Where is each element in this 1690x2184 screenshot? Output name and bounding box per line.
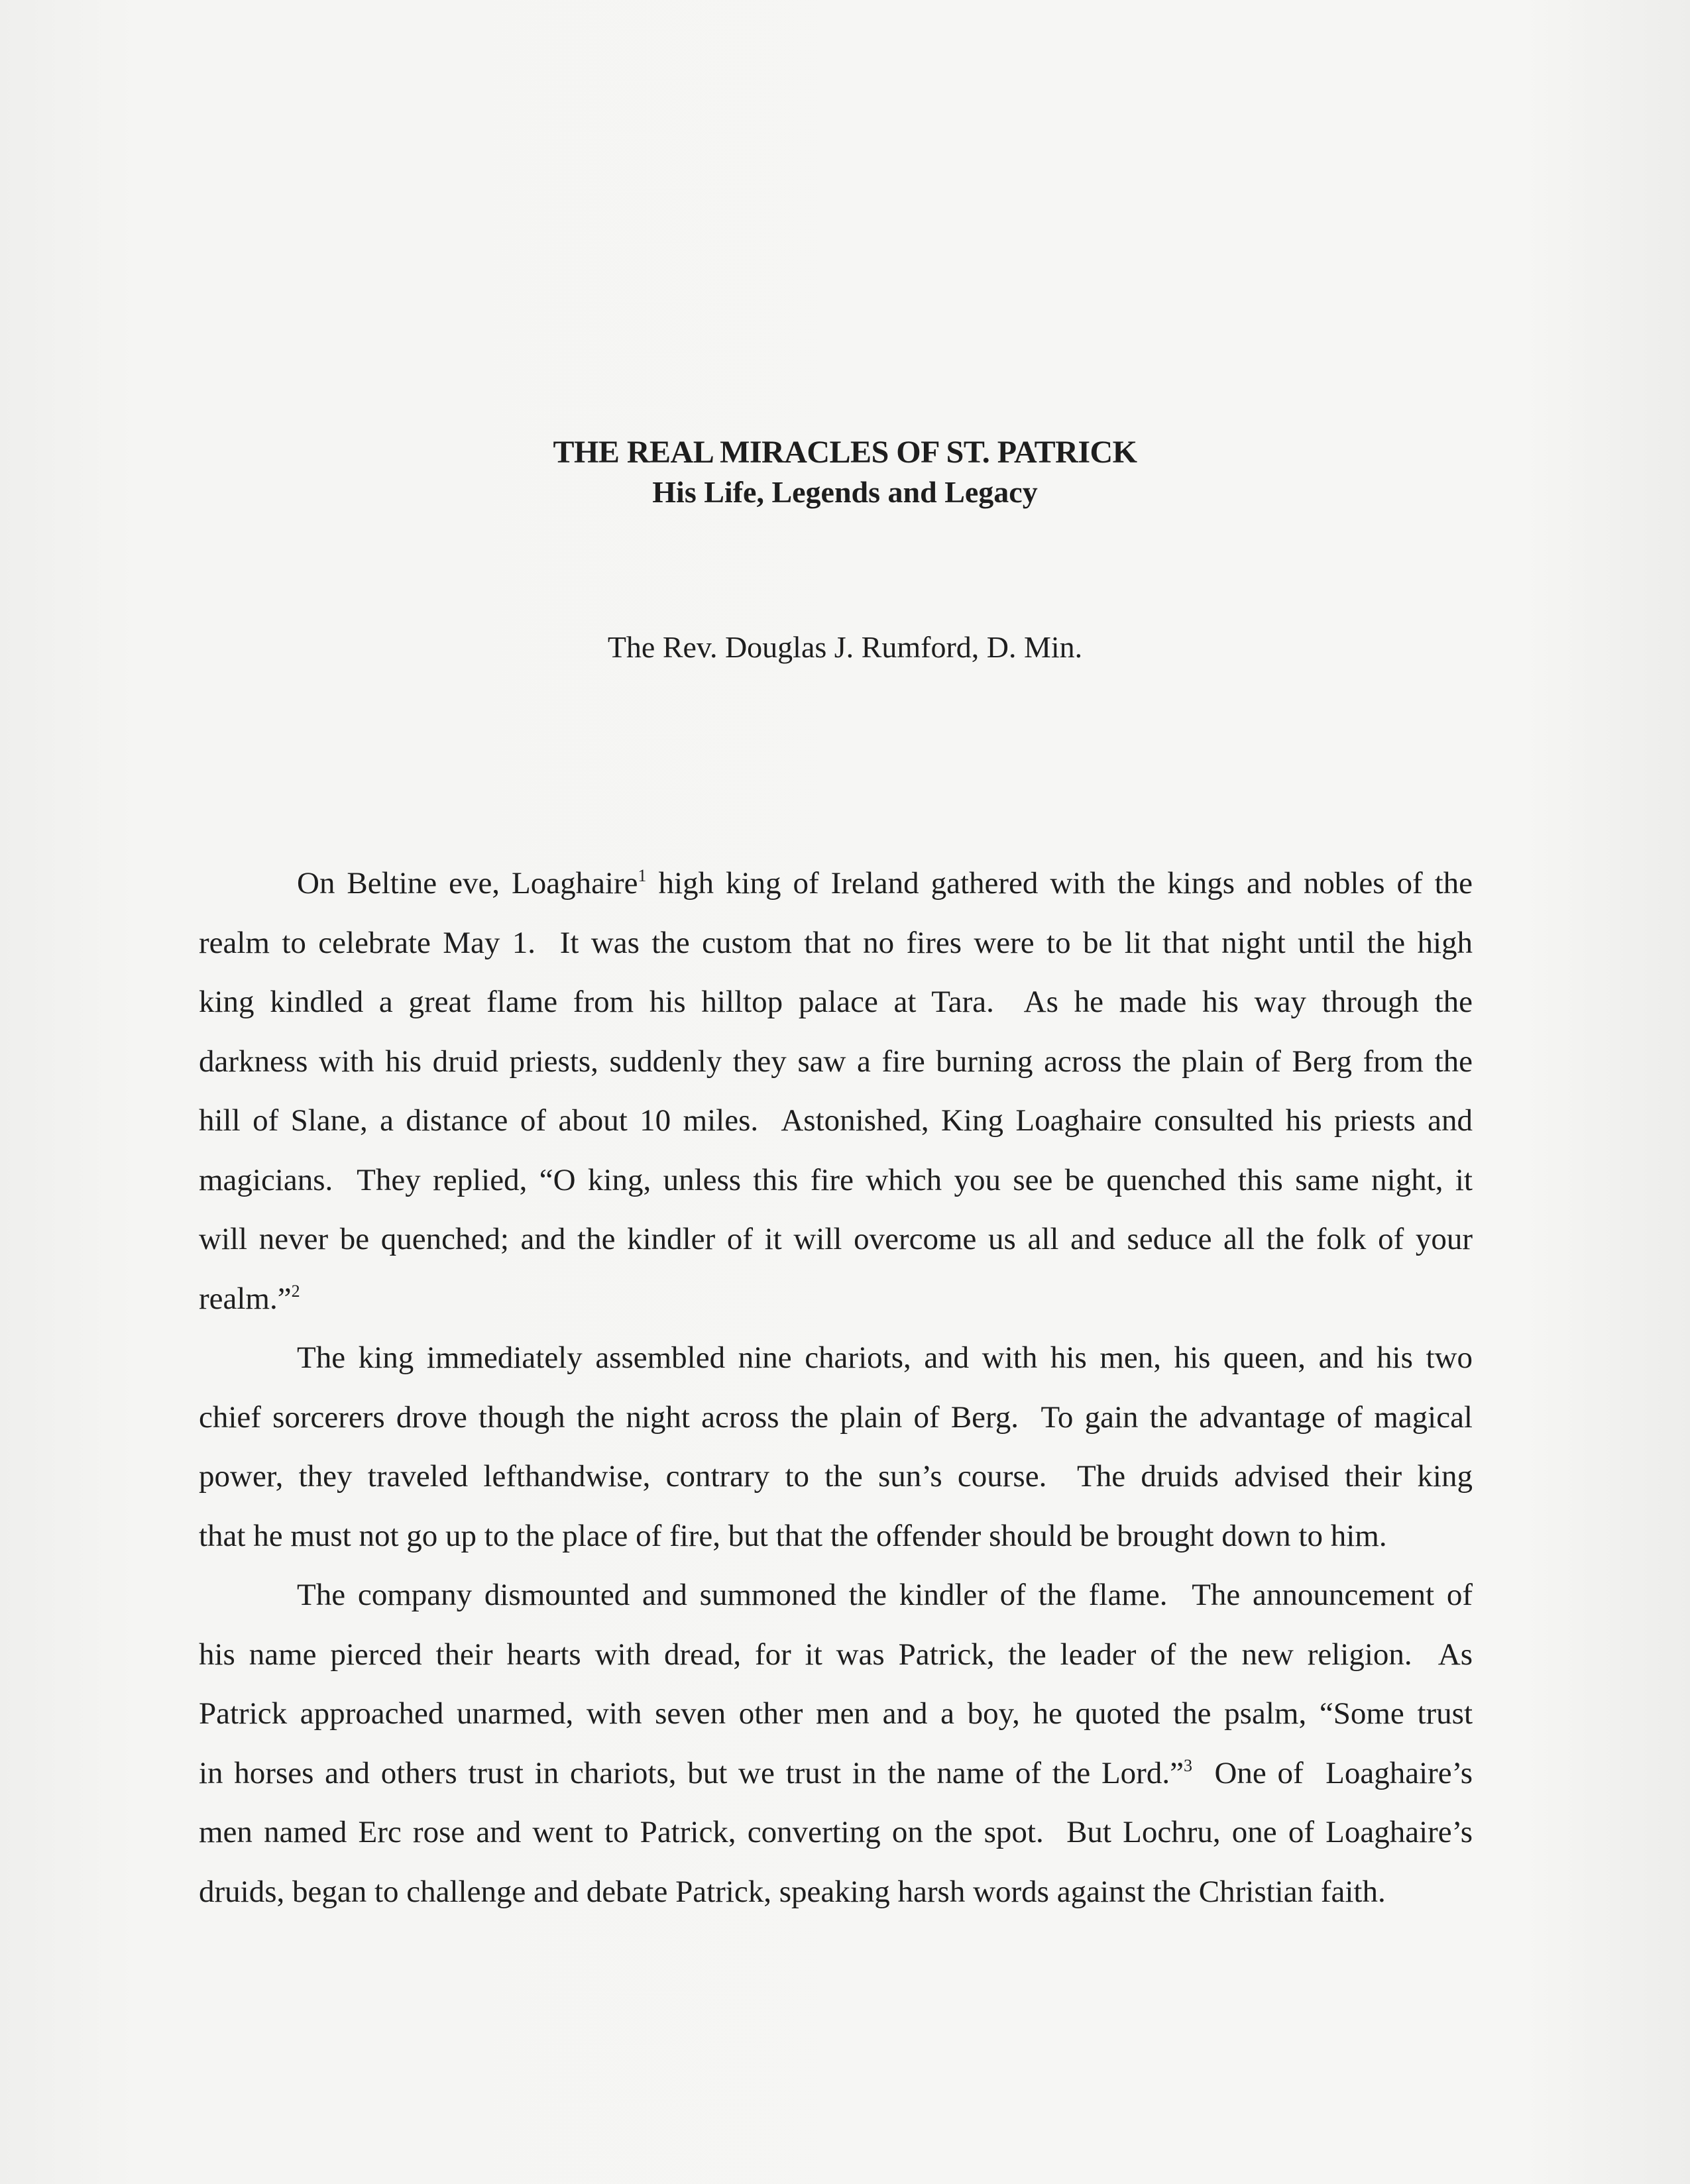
text-line: [199, 1219, 1473, 1279]
text-segment: magicians. They replied, “O king, unless this fire which you see be quenched this same night, it: [199, 1162, 1473, 1197]
text-segment: his name pierced their hearts with dread, for it was Patrick, the leader of the new religion. As: [199, 1637, 1473, 1672]
text-line: [199, 1694, 1473, 1753]
body-text: [199, 863, 1473, 1931]
text-line: [199, 1872, 1473, 1932]
text-line: [199, 1456, 1473, 1516]
text-line: [199, 923, 1473, 983]
text-segment: darkness with his druid priests, suddenly they saw a fire burning across the plain of Berg from the: [199, 1044, 1473, 1079]
footnote-marker: 1: [638, 866, 647, 885]
text-segment: druids, began to challenge and debate Patrick, speaking harsh words against the Christian faith.: [199, 1874, 1386, 1909]
text-line: [199, 1812, 1473, 1872]
footnote-marker: 2: [291, 1281, 300, 1301]
text-line: [199, 1279, 1473, 1338]
text-segment: that he must not go up to the place of fire, but that the offender should be brought down to him.: [199, 1518, 1387, 1553]
text-line: [199, 1338, 1473, 1397]
text-line: [199, 1101, 1473, 1160]
document-author: The Rev. Douglas J. Rumford, D. Min.: [607, 630, 1083, 664]
text-segment: will never be quenched; and the kindler of it will overcome us all and seduce all the folk of your: [199, 1222, 1473, 1256]
footnote-marker: 3: [1183, 1755, 1192, 1775]
text-line: [199, 1516, 1473, 1576]
text-segment: realm.”: [199, 1281, 292, 1316]
document-subtitle: His Life, Legends and Legacy: [652, 475, 1038, 509]
text-segment: high king of Ireland gathered with the kings and nobles of the: [646, 866, 1473, 901]
text-line: [199, 1575, 1473, 1635]
text-line: [199, 1160, 1473, 1220]
text-line: [199, 1397, 1473, 1457]
text-line: [199, 1753, 1473, 1813]
text-segment: hill of Slane, a distance of about 10 miles. Astonished, King Loaghaire consulted his priests and: [199, 1103, 1473, 1138]
text-line: [199, 982, 1473, 1042]
text-segment: realm to celebrate May 1. It was the custom that no fires were to be lit that night until the high: [199, 925, 1473, 960]
text-segment: Patrick approached unarmed, with seven other men and a boy, he quoted the psalm, “Some trust: [199, 1696, 1473, 1731]
document-title: THE REAL MIRACLES OF ST. PATRICK: [553, 435, 1137, 470]
text-segment: in horses and others trust in chariots, but we trust in the name of the Lord.”: [199, 1755, 1184, 1790]
text-line: [199, 1042, 1473, 1101]
text-segment: One of Loaghaire’s: [1192, 1755, 1473, 1790]
text-segment: king kindled a great flame from his hilltop palace at Tara. As he made his way through the: [199, 985, 1473, 1019]
text-line: [199, 1635, 1473, 1694]
text-segment: The company dismounted and summoned the kindler of the flame. The announcement of: [297, 1578, 1473, 1612]
text-segment: power, they traveled lefthandwise, contrary to the sun’s course. The druids advised their king: [199, 1459, 1473, 1494]
text-segment: chief sorcerers drove though the night across the plain of Berg. To gain the advantage of magical: [199, 1399, 1473, 1435]
text-segment: The king immediately assembled nine chariots, and with his men, his queen, and his two: [297, 1340, 1473, 1375]
text-line: [199, 863, 1473, 923]
text-segment: men named Erc rose and went to Patrick, converting on the spot. But Lochru, one of Loaghaire’s: [199, 1815, 1473, 1849]
text-segment: On Beltine eve, Loaghaire: [297, 866, 638, 901]
